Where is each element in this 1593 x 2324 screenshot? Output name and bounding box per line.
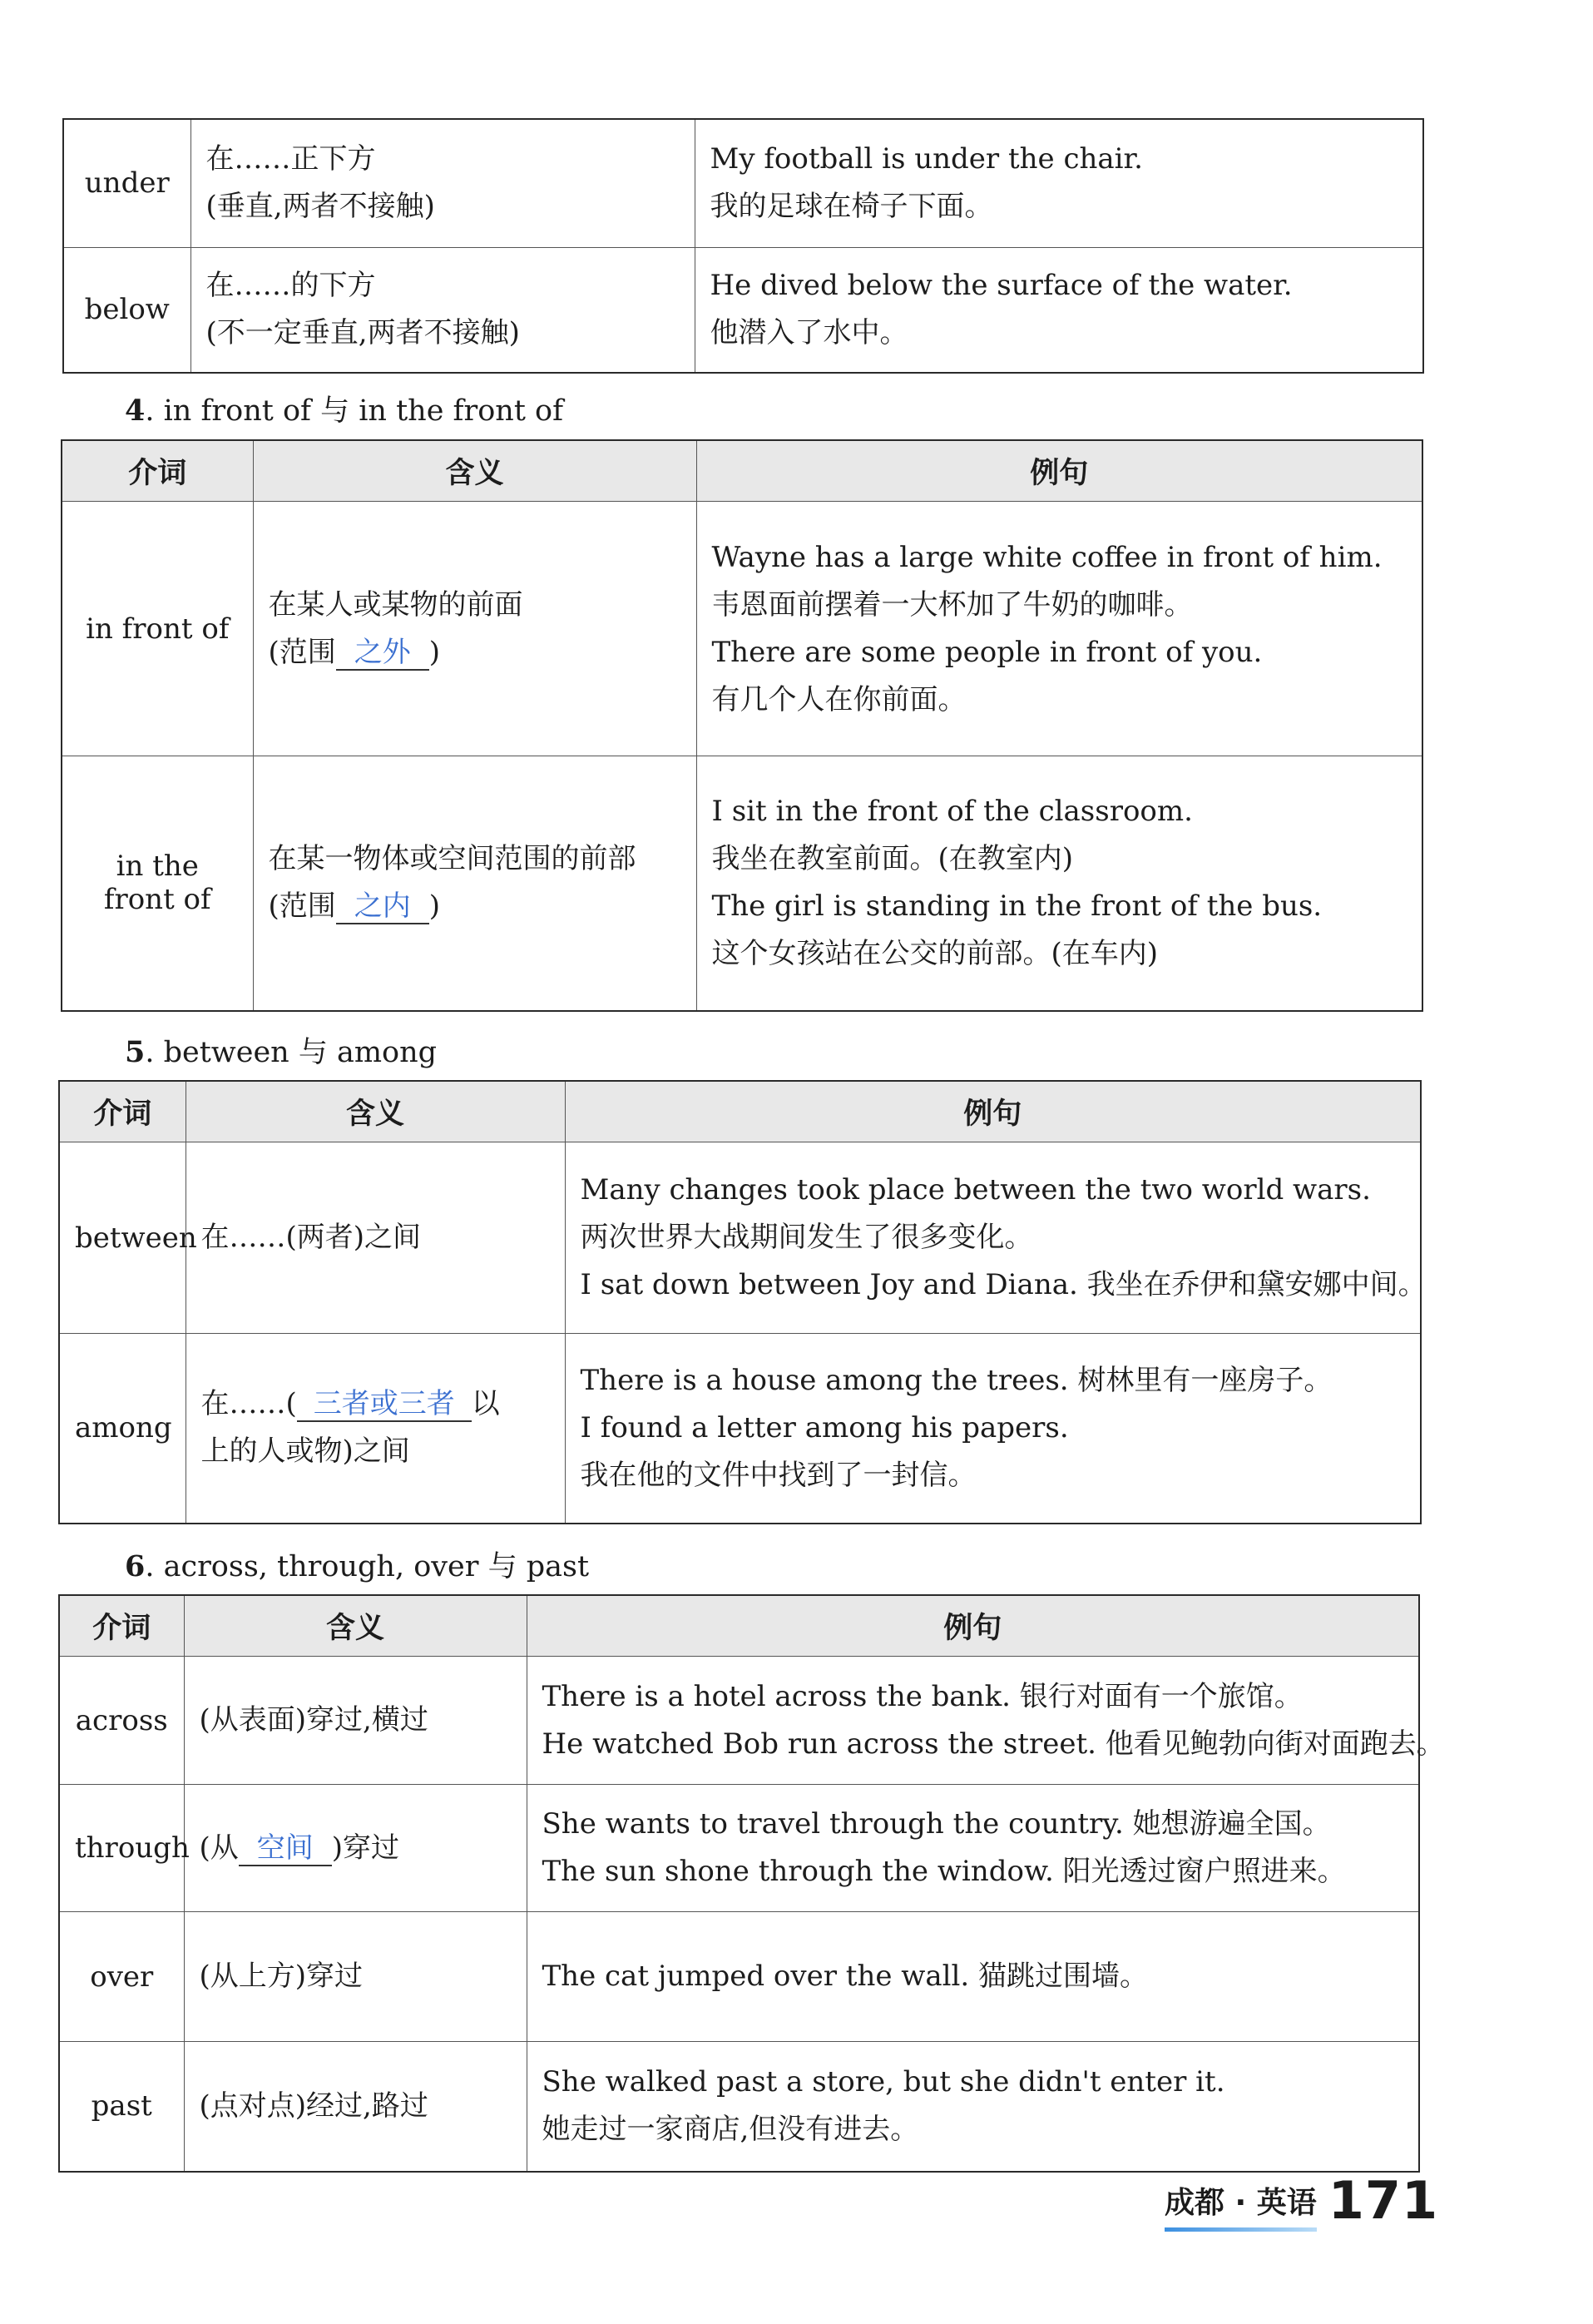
- meaning-prefix: 在……(: [200, 1387, 297, 1421]
- table-header-row: [62, 440, 1422, 502]
- example-line: 有几个人在你前面。: [711, 682, 967, 716]
- table-header-row: [59, 1081, 1421, 1142]
- in-front-of-table: [61, 439, 1423, 1012]
- word-cell: over: [59, 1912, 184, 2042]
- meaning-line: 在某人或某物的前面: [268, 587, 523, 622]
- answer-blank: 空间: [239, 1831, 332, 1866]
- word-cell: under: [63, 119, 190, 247]
- header-meaning: 含义: [184, 1595, 527, 1657]
- header-word: 介词: [59, 1595, 184, 1657]
- word-cell: between: [59, 1142, 186, 1334]
- header-word: 介词: [62, 440, 253, 502]
- example-line: There is a hotel across the bank. 银行对面有一个旅馆。: [542, 1679, 1303, 1713]
- example-cell: [527, 1912, 1419, 2042]
- between-among-table: [58, 1080, 1427, 1524]
- example-line: I found a letter among his papers.: [580, 1410, 1069, 1444]
- meaning-cell: [184, 2042, 527, 2172]
- header-meaning: 含义: [186, 1081, 565, 1142]
- meaning-suffix: ): [428, 889, 441, 924]
- answer-blank: 三者或三者: [297, 1387, 472, 1422]
- table-row: [59, 1785, 1419, 1912]
- meaning-cell: [190, 247, 695, 373]
- meaning-cell: [186, 1142, 565, 1334]
- answer-blank: 之外: [336, 636, 429, 671]
- meaning-suffix: 以: [471, 1387, 500, 1421]
- across-through-over-past-table: [58, 1594, 1445, 2173]
- example-line: 这个女孩站在公交的前部。(在车内): [711, 937, 1159, 971]
- table-row: [59, 1142, 1421, 1334]
- example-line: He dived below the surface of the water.: [710, 269, 1293, 303]
- example-cell: [695, 119, 1423, 247]
- section-6-heading: [125, 1544, 589, 1585]
- meaning-line: [201, 1380, 550, 1428]
- section-title: . between 与 among: [145, 1036, 438, 1069]
- word-cell: past: [59, 2042, 184, 2172]
- meaning-prefix: (从: [199, 1831, 239, 1865]
- section-4-heading: [125, 388, 563, 429]
- table-row: [63, 247, 1423, 373]
- example-cell: [696, 502, 1422, 756]
- meaning-cell: [253, 502, 696, 756]
- meaning-prefix: (范围: [268, 635, 336, 669]
- example-cell: [527, 1785, 1419, 1912]
- example-line: 韦恩面前摆着一大杯加了牛奶的咖啡。: [711, 587, 1193, 622]
- example-line: Wayne has a large white coffee in front of him.: [711, 540, 1383, 574]
- example-line: 两次世界大战期间发生了很多变化。: [580, 1221, 1033, 1254]
- answer-blank: 之内: [336, 889, 429, 924]
- example-line: Many changes took place between the two world wars.: [580, 1173, 1371, 1207]
- example-line: The sun shone through the window. 阳光透过窗户照进来。: [542, 1855, 1346, 1888]
- meaning-cell: [186, 1334, 565, 1524]
- meaning-line: [200, 1825, 512, 1872]
- page-footer: [1165, 2170, 1438, 2231]
- table-row: [59, 1912, 1419, 2042]
- header-example: 例句: [565, 1081, 1421, 1142]
- meaning-cell: [253, 756, 696, 1011]
- meaning-line: (从上方)穿过: [199, 1960, 364, 1993]
- under-below-table: [62, 118, 1424, 374]
- example-line: She wants to travel through the country. 她想游遍全国。: [542, 1807, 1331, 1841]
- table-row: [63, 119, 1423, 247]
- word-cell: through: [59, 1785, 184, 1912]
- word-cell: among: [59, 1334, 186, 1524]
- word-cell: in front of: [62, 502, 253, 756]
- example-line: I sat down between Joy and Diana. 我坐在乔伊和黛安娜中间。: [580, 1268, 1427, 1301]
- meaning-line: 在……(两者)之间: [200, 1221, 422, 1254]
- meaning-suffix: ): [428, 635, 441, 669]
- example-line: My football is under the chair.: [710, 142, 1143, 176]
- example-line: 我坐在教室前面。(在教室内): [711, 842, 1074, 876]
- example-line: There is a house among the trees. 树林里有一座房子。: [580, 1363, 1333, 1397]
- page-number: 171: [1328, 2170, 1439, 2231]
- example-line: The girl is standing in the front of the bus.: [711, 889, 1323, 924]
- word-cell: below: [63, 247, 190, 373]
- section-5-heading: [125, 1029, 437, 1071]
- table-row: [62, 502, 1422, 756]
- meaning-line: (从表面)穿过,横过: [199, 1703, 428, 1737]
- meaning-prefix: (范围: [268, 889, 336, 924]
- example-cell: [696, 756, 1422, 1011]
- header-meaning: 含义: [253, 440, 696, 502]
- meaning-cell: [184, 1657, 527, 1785]
- example-cell: [527, 1657, 1445, 1785]
- example-cell: [695, 247, 1423, 373]
- table-header-row: [59, 1595, 1419, 1657]
- example-cell: [527, 2042, 1419, 2172]
- header-example: 例句: [527, 1595, 1419, 1657]
- meaning-suffix: )穿过: [331, 1831, 400, 1865]
- example-line: There are some people in front of you.: [711, 635, 1263, 669]
- example-cell: [565, 1334, 1421, 1524]
- example-line: The cat jumped over the wall. 猫跳过围墙。: [542, 1960, 1149, 1993]
- example-line: I sit in the front of the classroom.: [711, 795, 1193, 829]
- meaning-line: [269, 629, 681, 676]
- meaning-line: 在某一物体或空间范围的前部: [268, 842, 636, 876]
- header-word: 介词: [59, 1081, 186, 1142]
- meaning-line: (不一定垂直,两者不接触): [205, 316, 520, 350]
- example-line: 我在他的文件中找到了一封信。: [580, 1458, 977, 1492]
- header-example: 例句: [696, 440, 1422, 502]
- table-row: [62, 756, 1422, 1011]
- section-title: . across, through, over 与 past: [145, 1550, 590, 1583]
- word-cell: across: [59, 1657, 184, 1785]
- section-number: 4: [125, 394, 146, 428]
- table-row: [59, 1334, 1421, 1524]
- meaning-line: 上的人或物)之间: [200, 1435, 410, 1469]
- example-line: 她走过一家商店,但没有进去。: [542, 2113, 919, 2147]
- meaning-cell: [184, 1785, 527, 1912]
- table-row: [59, 1657, 1419, 1785]
- table-row: [59, 2042, 1419, 2172]
- example-line: She walked past a store, but she didn't enter it.: [542, 2065, 1225, 2099]
- section-title: . in front of 与 in the front of: [145, 394, 564, 428]
- section-number: 6: [125, 1549, 146, 1583]
- meaning-line: 在……正下方: [205, 142, 376, 176]
- meaning-cell: [184, 1912, 527, 2042]
- meaning-line: 在……的下方: [205, 269, 376, 303]
- example-line: 他潜入了水中。: [710, 316, 908, 350]
- meaning-line: [269, 883, 681, 930]
- word-cell: in the front of: [62, 756, 253, 1011]
- example-line: 我的足球在椅子下面。: [710, 190, 993, 224]
- section-number: 5: [125, 1035, 146, 1069]
- meaning-line: (点对点)经过,路过: [199, 2089, 428, 2123]
- book-series-label: 成都 · 英语: [1165, 2179, 1317, 2222]
- meaning-line: (垂直,两者不接触): [205, 190, 435, 224]
- example-line: He watched Bob run across the street. 他看见鲍勃向街对面跑去。: [542, 1727, 1445, 1761]
- example-cell: [565, 1142, 1427, 1334]
- meaning-cell: [190, 119, 695, 247]
